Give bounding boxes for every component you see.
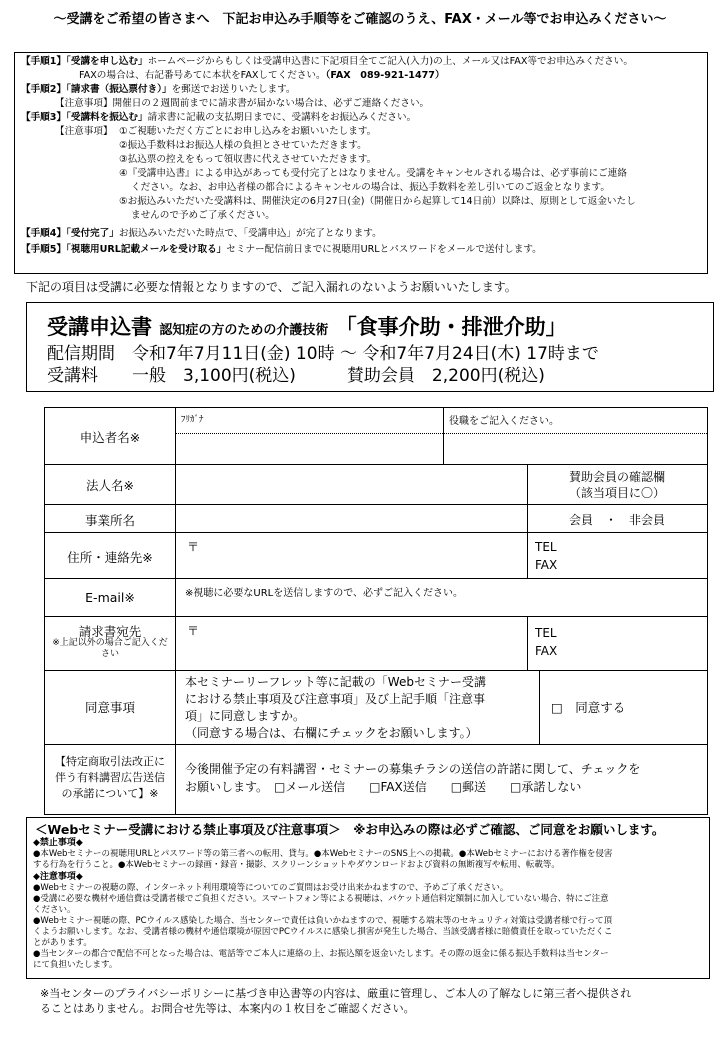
step3-note-5b: ませんので予めご了承ください。 — [131, 210, 275, 221]
step3-note-label: 【注意事項】 — [55, 126, 113, 137]
email-input[interactable] — [185, 598, 705, 614]
fax-label: FAX — [535, 558, 558, 572]
title-sub: 認知症の方のための介護技術 — [159, 323, 329, 338]
fill-notice: 下記の項目は受講に必要な情報となりますので、ご記入漏れのないようお願いいたします。 — [26, 280, 517, 294]
caution-line-8: にて負担いたします。 — [33, 960, 118, 970]
label-sct: 【特定商取引法改正に 伴う有料講習広告送信 の承諾について】※ — [55, 755, 165, 800]
furigana-label: ﾌﾘｶﾞﾅ — [181, 415, 204, 425]
office-name-input[interactable] — [181, 508, 521, 530]
step3-note-5a: ⑤お振込みいただいた受講料は、開催決定の6月27日(金)（開催日から起算して14日前）以降は、原則として返金いたし — [119, 196, 636, 207]
label-consent: 同意事項 — [84, 700, 135, 715]
postal-mark: 〒 — [187, 540, 200, 554]
step2-note: 【注意事項】開催日の２週間前までに請求書が届かない場合は、必ずご連絡ください。 — [55, 98, 430, 109]
consent-checkbox[interactable]: □ 同意する — [551, 700, 626, 715]
invoice-note: ※上記以外の場合ご記入ください — [52, 638, 168, 659]
delivery-period: 配信期間 令和7年7月11日(金) 10時 〜 令和7年7月24日(木) 17時まで — [47, 344, 599, 364]
step3-note-1: ①ご視聴いただく方ごとにお申し込みをお願いいたします。 — [119, 126, 377, 137]
notes-heading: ＜Webセミナー受講における禁止事項及び注意事項＞ ※お申込みの際は必ずご確認、ご同意をお願いします。 — [35, 822, 665, 837]
application-form — [44, 407, 708, 815]
label-address: 住所・連絡先※ — [67, 550, 153, 565]
caution-line-2: ●受講に必要な機材や通信費は受講者様でご負担ください。スマートフォン等による視聴は、パケット通信料定額制に加入していない場合、特にご注意 — [33, 894, 609, 904]
prohibit-heading: ◆禁止事項◆ — [33, 838, 83, 848]
label-corp: 法人名※ — [86, 478, 134, 493]
label-applicant: 申込者名※ — [79, 430, 141, 445]
step1-fax-line: FAXの場合は、右記番号あてに本状をFAXしてください。（FAX 089-921-1477） — [79, 70, 445, 81]
corp-name-input[interactable] — [181, 468, 521, 502]
title-topic: 「食事介助・排泄介助」 — [335, 315, 567, 339]
invoice-address-input[interactable] — [187, 638, 517, 664]
applicant-name-input[interactable] — [181, 434, 443, 462]
step3-note-4b: ください。なお、お申込者様の都合によるキャンセルの場合は、振込手数料を差し引いてのご返金となります。 — [131, 182, 610, 193]
caution-line-5: くようお願いします。なお、受講者様の機材や通信環境が原因でPCウイルスに感染し損害が発生した場合、当該受講者様に賠償責任を取っていただくこ — [33, 927, 613, 937]
consent-text: 本セミナーリーフレット等に記載の「Webセミナー受講 における禁止事項及び注意事項」及び上記手順「注意事 項」に同意しますか。 （同意する場合は、右欄にチェックをお願いします。） — [185, 675, 486, 740]
step3-note-3: ③払込票の控えをもって領収書に代えさせていただきます。 — [119, 154, 377, 165]
page-header: 〜受講をご希望の皆さまへ 下記お申込み手順等をご確認のうえ、FAX・メール等でお申込みください〜 — [53, 12, 667, 27]
prohibit-line-1: ●本Webセミナーの視聴用URLとパスワード等の第三者への転用、貸与。●本WebセミナーのSNS上への掲載。●本Webセミナーにおける著作権を侵害 — [33, 849, 613, 859]
application-steps — [14, 52, 708, 274]
step5-line: 【手順5】「視聴用URL記載メールを受け取る」セミナー配信前日までに視聴用URLとパスワードをメールで送付します。 — [21, 244, 542, 255]
invoice-postal-mark: 〒 — [187, 624, 200, 638]
email-note: ※視聴に必要なURLを送信しますので、必ずご記入ください。 — [185, 588, 464, 599]
step4-line: 【手順4】「受付完了」お振込みいただいた時点で、「受講申込」が完了となります。 — [21, 228, 382, 239]
position-input[interactable] — [449, 434, 705, 462]
sct-options[interactable]: お願いします。 □メール送信 □FAX送信 □郵送 □承諾しない — [185, 780, 582, 794]
caution-line-1: ●Webセミナーの視聴の際、インターネット利用環境等についてのご質問はお受け出来かねますので、予めご了承ください。 — [33, 883, 509, 893]
title-main: 受講申込書 — [47, 315, 152, 339]
title-line — [47, 311, 567, 341]
label-email: E-mail※ — [85, 590, 135, 605]
step3-note-2: ②振込手数料はお振込人様の負担とさせていただきます。 — [119, 140, 367, 151]
step2-line: 【手順2】「請求書（振込票付き）」を郵送でお送りいたします。 — [21, 84, 296, 95]
step3-line: 【手順3】「受講料を振込む」請求書に記載の支払期日までに、受講料をお振込みください。 — [21, 112, 417, 123]
member-options[interactable]: 会員 ・ 非会員 — [568, 513, 665, 527]
address-input[interactable] — [187, 554, 517, 574]
member-check-title: 賛助会員の確認欄 — [568, 470, 665, 484]
caution-line-3: ください。 — [33, 905, 76, 915]
label-invoice: 請求書宛先 — [78, 624, 142, 639]
caution-line-6: とがあります。 — [33, 938, 92, 948]
prohibit-line-2: する行為を行うこと。●本Webセミナーの録画・録音・撮影、スクリーンショットやダウンロードおよび資料の無断複写や転用、転載等。 — [33, 860, 560, 870]
invoice-fax-label: FAX — [535, 644, 558, 658]
caution-line-7: ●当センターの都合で配信不可となった場合は、電話等でご本人に連絡の上、お振込額を返金いたします。その際の返金に係る振込手数料は当センター — [33, 949, 609, 959]
member-check-sub: （該当項目に〇） — [568, 486, 665, 500]
invoice-tel-label: TEL — [535, 626, 557, 640]
sct-text: 今後開催予定の有料講習・セミナーの募集チラシの送信の許諾に関して、チェックを お願いします。 □メール送信 □FAX送信 □郵送 □承諾しない — [185, 762, 641, 794]
position-note: 役職をご記入ください。 — [449, 416, 559, 427]
privacy-footer: ※当センターのプライバシーポリシーに基づき申込書等の内容は、厳重に管理し、ご本人の了解なしに第三者へ提供され ることはありません。お問合せ先等は、本案内の１枚目をご確認ください。 — [40, 987, 632, 1015]
tel-label: TEL — [535, 540, 557, 554]
fee-line: 受講料 一般 3,100円(税込) 賛助会員 2,200円(税込) — [47, 366, 545, 386]
label-office: 事業所名 — [84, 513, 135, 528]
caution-line-4: ●Webセミナー視聴の際、PCウイルス感染した場合、当センターで責任は負いかねますので、視聴する端末等のセキュリティ対策は受講者様で行って頂 — [33, 916, 613, 926]
title-box — [26, 302, 714, 392]
caution-heading: ◆注意事項◆ — [33, 872, 83, 882]
step3-note-4a: ④『受講申込書』による申込があっても受付完了とはなりません。受講をキャンセルされる場合は、必ず事前にご連絡 — [119, 168, 627, 179]
notes-box — [26, 817, 710, 979]
step1-line: 【手順1】「受講を申し込む」ホームページからもしくは受講申込書に下記項目全てご記入(入力)の上、メール又はFAX等でお申込みください。 — [21, 56, 633, 67]
